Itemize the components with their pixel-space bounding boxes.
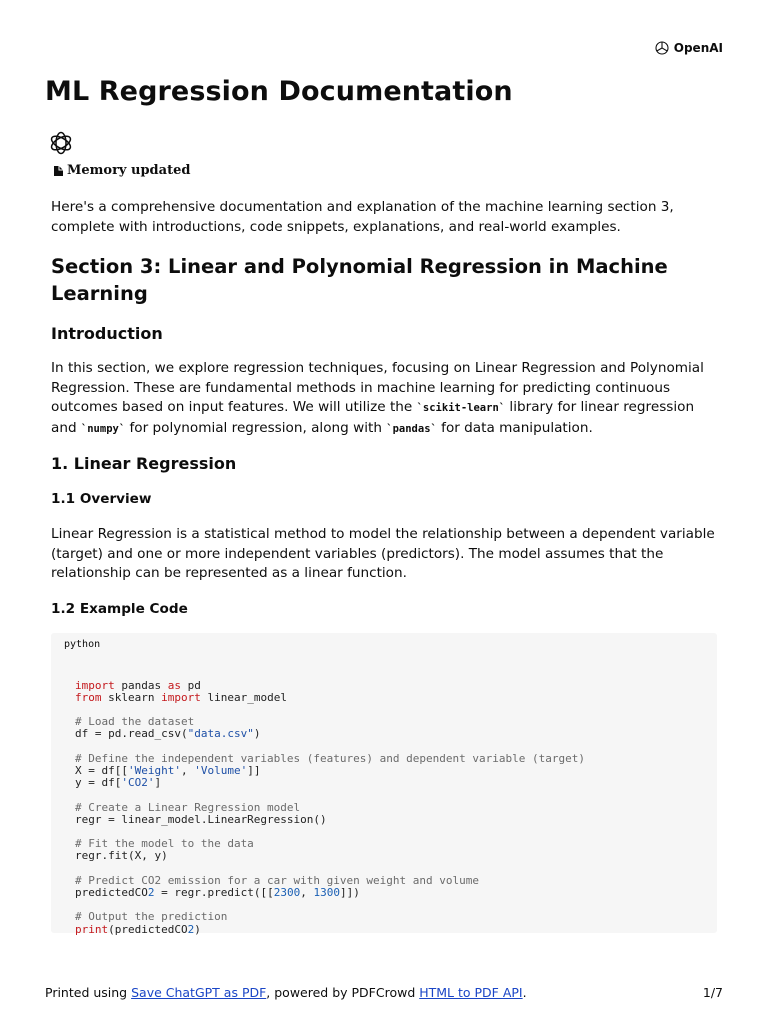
- page-footer: [45, 985, 723, 1000]
- page-title: ML Regression Documentation: [45, 76, 513, 107]
- footer-prefix: Printed using: [45, 985, 132, 1000]
- example-code-heading: 1.2 Example Code: [51, 600, 188, 617]
- memory-icon: [53, 165, 64, 177]
- code-pandas: `pandas`: [386, 422, 437, 435]
- code-block[interactable]: [51, 633, 717, 936]
- html-to-pdf-api-link[interactable]: HTML to PDF API: [419, 985, 523, 1000]
- overview-paragraph: Linear Regression is a statistical method to model the relationship between a dependent variable (target) and one or more independent variables (predictors). The model assumes that the relationship can be represented as a linear function.: [51, 526, 715, 581]
- code-content[interactable]: import pandas as pd from sklearn import linear_model # Load the dataset df = pd.read_csv("data.csv") # Define the independent variables (features) and dependent variable (target) X = df[['Weight', 'Volume']] y = df['CO2'] # Create a Linear Regression model regr = linear_model.LinearRegression() # Fit the model to the data regr.fit(X, y) # Predict CO2 emission for a car with given weight and volume predictedCO2 = regr.predict([[2300, 1300]]) # Output the prediction print(predictedCO2): [75, 678, 585, 936]
- chatgpt-logo-icon: [47, 129, 75, 157]
- intro-text-2: library for linear regression and: [51, 399, 695, 436]
- introduction-paragraph: [51, 359, 717, 439]
- intro-text-4: for data manipulation.: [436, 419, 593, 436]
- openai-brand: [654, 40, 723, 56]
- code-language-label: python: [64, 638, 101, 650]
- footer-credit: [45, 985, 527, 1000]
- linear-regression-heading: 1. Linear Regression: [51, 454, 237, 473]
- intro-text-3: for polynomial regression, along with: [125, 419, 387, 436]
- save-chatgpt-pdf-link[interactable]: Save ChatGPT as PDF: [131, 985, 267, 1000]
- overview-heading: 1.1 Overview: [51, 491, 152, 507]
- section-heading: Section 3: Linear and Polynomial Regression in Machine Learning: [51, 255, 668, 305]
- intro-paragraph: Here's a comprehensive documentation and explanation of the machine learning section 3, complete with introductions, code snippets, explanations, and real-world examples.: [51, 199, 674, 235]
- document-body: [51, 198, 717, 936]
- openai-logo-icon: [654, 40, 670, 56]
- code-scikit-learn: `scikit-learn`: [416, 402, 506, 414]
- code-numpy: `numpy`: [80, 422, 126, 435]
- brand-name: OpenAI: [673, 41, 723, 55]
- page-number: 1/7: [702, 985, 723, 1000]
- footer-suffix: .: [522, 985, 527, 1000]
- introduction-heading: Introduction: [51, 324, 163, 343]
- intro-text-1: In this section, we explore regression techniques, focusing on Linear Regression and Polynomial Regression. These are fundamental methods in machine learning for predicting continuous outcomes based on input features. We will utilize the: [51, 360, 704, 415]
- footer-middle: , powered by PDFCrowd: [266, 985, 420, 1000]
- memory-label: Memory updated: [67, 163, 191, 178]
- memory-status: [53, 163, 190, 178]
